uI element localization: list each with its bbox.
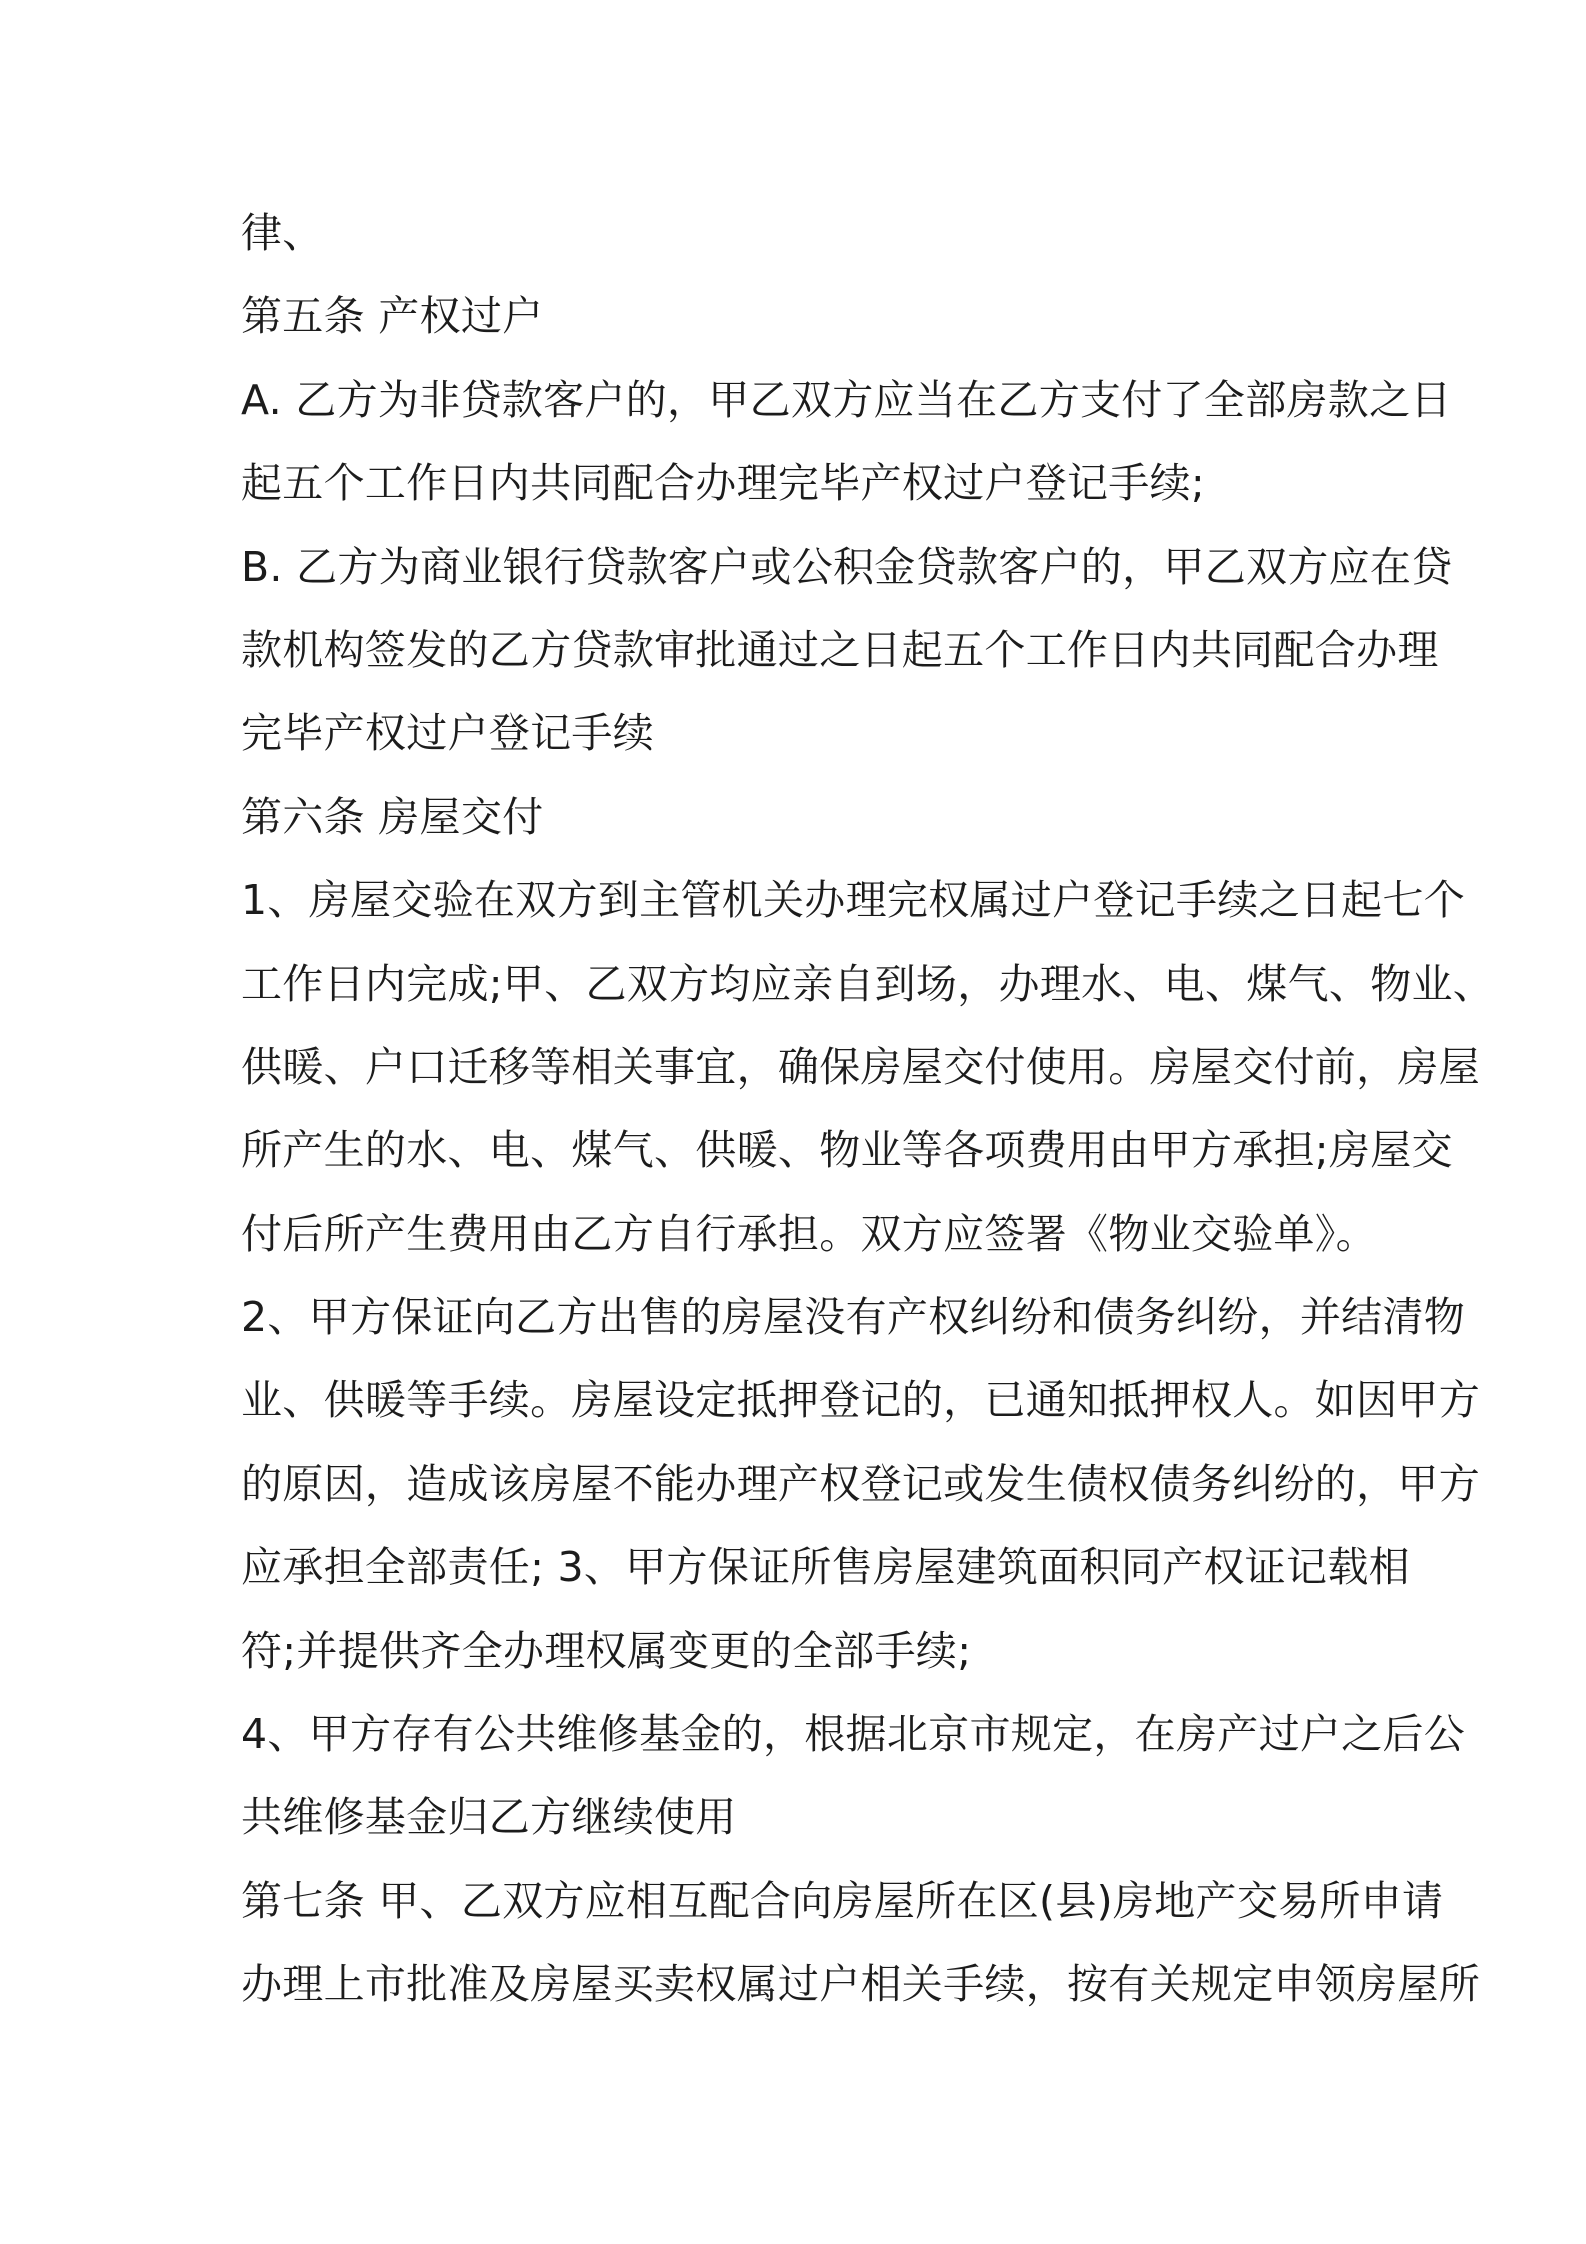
- article-7-heading: 第七条 甲、乙双方应相互配合向房屋所在区(县)房地产交易所申请: [241, 1876, 1444, 1925]
- article-5-heading: 第五条 产权过户: [241, 292, 544, 341]
- text-line: 付后所产生费用由乙方自行承担。双方应签署《物业交验单》。: [241, 1209, 1377, 1258]
- document-body: [241, 192, 1495, 2027]
- text-line: 供暖、户口迁移等相关事宜，确保房屋交付使用。房屋交付前，房屋: [241, 1042, 1480, 1091]
- text-line: 4、甲方存有公共维修基金的，根据北京市规定，在房产过户之后公: [241, 1710, 1466, 1759]
- text-line: 符;并提供齐全办理权属变更的全部手续;: [241, 1626, 972, 1675]
- text-line: 工作日内完成;甲、乙双方均应亲自到场，办理水、电、煤气、物业、: [241, 959, 1495, 1008]
- text-line: 办理上市批准及房屋买卖权属过户相关手续，按有关规定申领房屋所: [241, 1960, 1480, 2009]
- text-line: 1、房屋交验在双方到主管机关办理完权属过户登记手续之日起七个: [241, 876, 1466, 925]
- text-line: 款机构签发的乙方贷款审批通过之日起五个工作日内共同配合办理: [241, 625, 1439, 674]
- text-line: 业、供暖等手续。房屋设定抵押登记的，已通知抵押权人。如因甲方: [241, 1376, 1480, 1425]
- text-line: 的原因，造成该房屋不能办理产权登记或发生债权债务纠纷的，甲方: [241, 1459, 1480, 1508]
- text-line: 完毕产权过户登记手续: [241, 709, 654, 758]
- text-line: A. 乙方为非贷款客户的，甲乙双方应当在乙方支付了全部房款之日: [241, 375, 1452, 424]
- article-6-heading: 第六条 房屋交付: [241, 792, 544, 841]
- text-line: B. 乙方为商业银行贷款客户或公积金贷款客户的，甲乙双方应在贷: [241, 542, 1453, 591]
- text-line: 所产生的水、电、煤气、供暖、物业等各项费用由甲方承担;房屋交: [241, 1126, 1453, 1175]
- text-line: 起五个工作日内共同配合办理完毕产权过户登记手续;: [241, 459, 1206, 508]
- text-line: 应承担全部责任; 3、甲方保证所售房屋建筑面积同产权证记载相: [241, 1543, 1410, 1592]
- text-line: 律、: [241, 209, 324, 257]
- text-line: 共维修基金归乙方继续使用: [241, 1793, 737, 1842]
- text-line: 2、甲方保证向乙方出售的房屋没有产权纠纷和债务纠纷，并结清物: [241, 1293, 1466, 1342]
